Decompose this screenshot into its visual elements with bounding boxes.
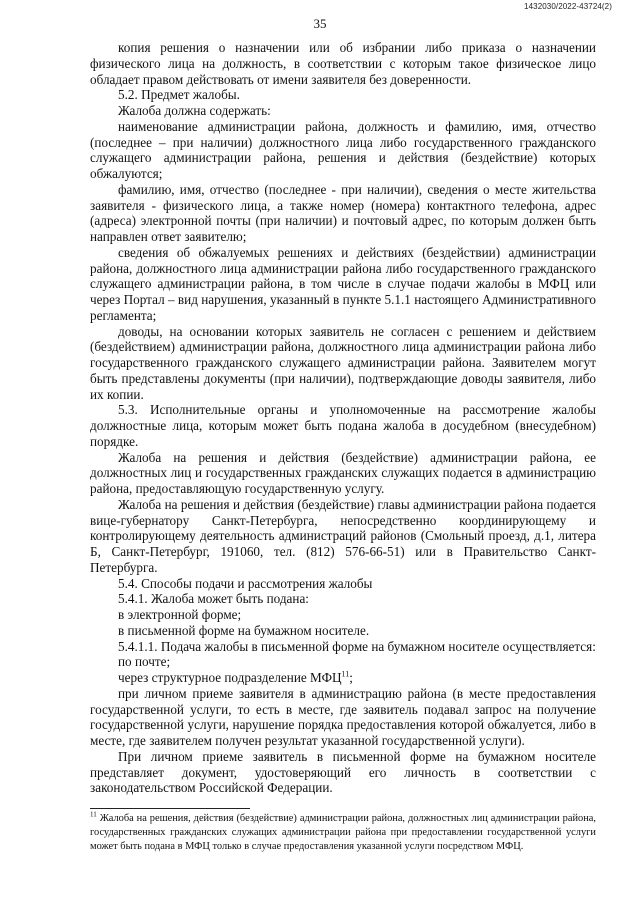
paragraph: Жалоба на решения и действия (бездействие) администрации района, ее должностных лиц и государственных гражданских служащих подается в администрацию района, предоставляющую государственную услугу.	[90, 449, 596, 496]
list-item-with-footnote	[90, 670, 596, 686]
paragraph: При личном приеме заявитель в письменной форме на бумажном носителе представляет документ, удостоверяющий его личность в соответствии с законодательством Российской Федерации.	[90, 748, 596, 796]
footnote	[90, 812, 596, 854]
footnote-text: Жалоба на решения, действия (бездействие) администрации района, должностных лиц администрации района, государственных гражданских служащих администрации района при предоставлении государственной услуги может быть подана в МФЦ только в случае предоставления указанной услуги посредством МФЦ.	[90, 813, 596, 852]
footnote-reference[interactable]: 11	[341, 669, 350, 679]
paragraph: копия решения о назначении или об избрании либо приказа о назначении физического лица на должность, в соответствии с которым такое физическое лицо обладает правом действовать от имени заявителя без доверенности.	[90, 40, 596, 87]
section-heading: 5.2. Предмет жалобы.	[118, 87, 240, 103]
paragraph: 5.4.1.1. Подача жалобы в письменной форме на бумажном носителе осуществляется:	[118, 638, 596, 654]
footnote-divider	[90, 808, 250, 809]
paragraph: сведения об обжалуемых решениях и действиях (бездействии) администрации района, должностного лица администрации района либо государственного гражданского служащего администрации района, в том числе в случае подачи жалобы в МФЦ или через Портал – вид нарушения, указанный в пункте 5.1.1 настоящего Административного регламента;	[90, 244, 596, 323]
paragraph: доводы, на основании которых заявитель не согласен с решением и действием (бездействием) администрации района, должностного лица администрации района либо государственного гражданского служащего администрации района. Заявителем могут быть представлены документы (при наличии), подтверждающие доводы заявителя, либо их копии.	[90, 323, 596, 402]
list-item: по почте;	[118, 654, 171, 670]
body-text	[90, 40, 596, 796]
paragraph: фамилию, имя, отчество (последнее - при наличии), сведения о месте жительства заявителя - физического лица, а также номер (номера) контактного телефона, адрес (адреса) электронной почты (при наличии) и почтовый адрес, по которым должен быть направлен ответ заявителю;	[90, 181, 596, 244]
section-heading: 5.3. Исполнительные органы и уполномоченные на рассмотрение жалобы должностные лица, которым может быть подана жалоба в досудебном (внесудебном) порядке.	[90, 402, 596, 449]
document-id: 1432030/2022-43724(2)	[524, 2, 612, 11]
paragraph: при личном приеме заявителя в администрацию района (в месте предоставления государственной услуги, то есть в месте, где заявитель подавал запрос на получение государственной услуги, нарушение порядка предоставления которой обжалуется, либо в месте, где заявителем получен результат указанной государственной услуги).	[90, 685, 596, 748]
list-item-text: через структурное подразделение МФЦ	[118, 670, 342, 685]
list-item: в электронной форме;	[118, 607, 242, 622]
footnote-marker: 11	[90, 810, 97, 819]
paragraph: Жалоба должна содержать:	[118, 103, 271, 118]
list-item: в письменной форме на бумажном носителе.	[118, 622, 370, 638]
paragraph: Жалоба на решения и действия (бездействие) главы администрации района подается вице-губернатору Санкт-Петербурга, непосредственно координирующему и контролирующему деятельность администраций районов (Смольный проезд, д.1, литера Б, Санкт-Петербург, 191060, тел. (812) 576-66-51) или в Правительство Санкт-Петербурга.	[90, 496, 596, 575]
section-heading: 5.4. Способы подачи и рассмотрения жалобы	[118, 575, 373, 591]
paragraph: 5.4.1. Жалоба может быть подана:	[118, 591, 309, 607]
page-number: 35	[313, 16, 327, 31]
list-item-punct: ;	[349, 670, 353, 685]
paragraph: наименование администрации района, должность и фамилию, имя, отчество (последнее – при наличии) должностного лица либо государственного гражданского служащего администрации района, решения и действия (бездействие) которых обжалуются;	[90, 118, 596, 181]
